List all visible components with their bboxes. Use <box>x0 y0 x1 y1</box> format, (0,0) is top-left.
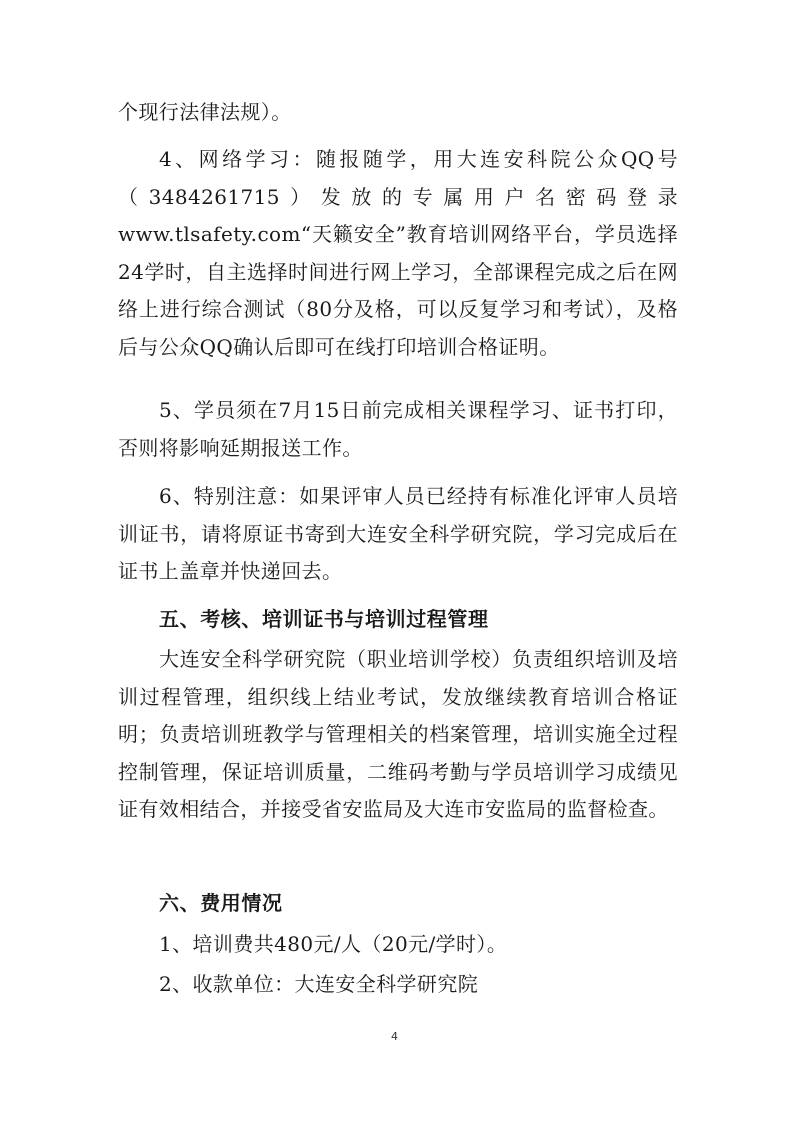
item-5-deadline: 5、学员须在7月15日前完成相关课程学习、证书打印，否则将影响延期报送工作。 <box>118 398 678 460</box>
item-4-online-learning: 4、网络学习：随报随学，用大连安科院公众QQ号（3484261715）发放的专属用户名密码登录www.tlsafety.com“天籁安全”教育培训网络平台，学员选择24学时，自主选择时间进行网上学习，全部课程完成之后在网络上进行综合测试（80分及格，可以反复学习和考试），及格后与公众QQ确认后即可在线打印培训合格证明。 <box>118 147 678 359</box>
section-5-body: 大连安全科学研究院（职业培训学校）负责组织培训及培训过程管理，组织线上结业考试，发放继续教育培训合格证明；负责培训班教学与管理相关的档案管理，培训实施全过程控制管理，保证培训质量，二维码考勤与学员培训学习成绩见证有效相结合，并接受省安监局及大连市安监局的监督检查。 <box>118 647 678 821</box>
page-number: 4 <box>391 1030 398 1043</box>
fee-item-1: 1、培训费共480元/人（20元/学时）。 <box>159 932 508 956</box>
fee-item-2: 2、收款单位：大连安全科学研究院 <box>159 972 479 996</box>
section-6-heading: 六、费用情况 <box>159 891 283 915</box>
continuation-line: 个现行法律法规）。 <box>118 100 292 124</box>
item-6-special-notice: 6、特别注意：如果评审人员已经持有标准化评审人员培训证书，请将原证书寄到大连安全科学研究院，学习完成后在证书上盖章并快递回去。 <box>118 484 678 583</box>
section-5-heading: 五、考核、培训证书与培训过程管理 <box>159 607 489 631</box>
